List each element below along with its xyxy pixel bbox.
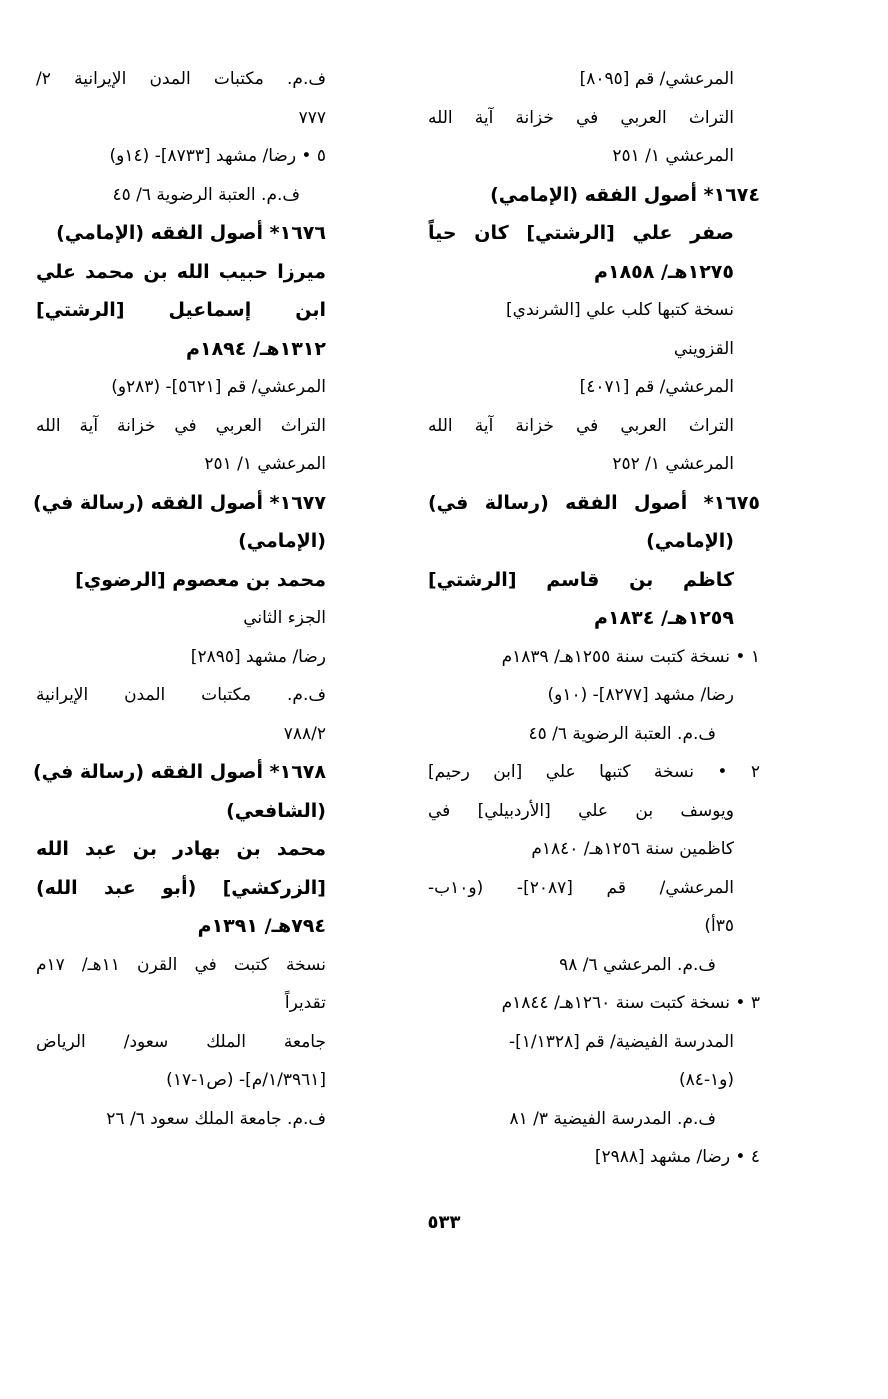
catalog-line: التراث العربي في خزانة آية الله xyxy=(36,415,326,436)
catalog-line: ف.م. المدرسة الفيضية ٣/ ٨١ xyxy=(509,1108,716,1129)
catalog-line: صفر علي [الرشتي] كان حياً xyxy=(428,222,734,244)
catalog-line: ١٢٧٥هـ/ ١٨٥٨م xyxy=(594,260,734,283)
catalog-line: المرعشي/ قم [٥٦٢١]- (٢٨٣و) xyxy=(111,377,326,397)
catalog-line: ف.م. العتبة الرضوية ٦/ ٤٥ xyxy=(112,184,300,205)
catalog-line: (و١-٨٤) xyxy=(678,1070,734,1090)
left-column xyxy=(32,60,327,1138)
catalog-line: تقديراً xyxy=(284,993,326,1013)
catalog-line: محمد بن بهادر بن عبد الله xyxy=(36,838,326,860)
catalog-line: ف.م. المرعشي ٦/ ٩٨ xyxy=(559,954,716,975)
catalog-line: ف.م. العتبة الرضوية ٦/ ٤٥ xyxy=(528,723,716,744)
catalog-line: ٧٩٤هـ/ ١٣٩١م xyxy=(197,915,326,937)
catalog-line: ٣٥أ) xyxy=(704,916,734,936)
catalog-line: نسخة كتبها كلب علي [الشرندي] xyxy=(506,300,734,320)
catalog-line: المرعشي/ قم [٤٠٧١] xyxy=(579,377,734,397)
catalog-line: ويوسف بن علي [الأردبيلي] في xyxy=(428,800,734,821)
catalog-line: القزويني xyxy=(673,338,734,359)
catalog-line: الجزء الثاني xyxy=(243,608,326,628)
catalog-line: ابن إسماعيل [الرشتي] xyxy=(36,299,326,321)
catalog-line: ١٣١٢هـ/ ١٨٩٤م xyxy=(186,337,326,360)
catalog-line: ٥ • رضا/ مشهد [٨٧٣٣]- (١٤و) xyxy=(109,146,326,166)
catalog-line: ١٦٧٥* أصول الفقه (رسالة في) xyxy=(428,491,760,514)
catalog-line: (الشافعي) xyxy=(226,799,326,822)
catalog-line: رضا/ مشهد [٨٢٧٧]- (١٠و) xyxy=(547,685,734,705)
catalog-line: التراث العربي في خزانة آية الله xyxy=(428,415,734,436)
page-number: ٥٣٣ xyxy=(427,1212,461,1233)
catalog-line: ٤ • رضا/ مشهد [٢٩٨٨] xyxy=(594,1147,760,1167)
catalog-line: كاظم بن قاسم [الرشتي] xyxy=(428,568,734,591)
catalog-line: جامعة الملك سعود/ الرياض xyxy=(36,1031,326,1052)
catalog-line: المدرسة الفيضية/ قم [١/١٣٢٨]- xyxy=(508,1031,734,1052)
catalog-line: المرعشي ١/ ٢٥٢ xyxy=(612,454,734,474)
catalog-line: التراث العربي في خزانة آية الله xyxy=(428,107,734,128)
catalog-line: ٧٨٨/٢ xyxy=(283,723,326,744)
catalog-line: المرعشي ١/ ٢٥١ xyxy=(612,146,734,166)
catalog-line: ف.م. مكتبات المدن الإيرانية ٢/ xyxy=(36,69,326,89)
catalog-line: رضا/ مشهد [٢٨٩٥] xyxy=(190,646,326,667)
right-column xyxy=(428,60,760,1177)
catalog-line: ١ • نسخة كتبت سنة ١٢٥٥هـ/ ١٨٣٩م xyxy=(501,646,760,667)
catalog-line: كاظمين سنة ١٢٥٦هـ/ ١٨٤٠م xyxy=(531,839,734,859)
catalog-line: ١٦٧٦* أصول الفقه (الإمامي) xyxy=(56,222,326,244)
catalog-line: (الإمامي) xyxy=(646,530,734,552)
catalog-line: ١٦٧٨* أصول الفقه (رسالة في) xyxy=(32,761,326,783)
catalog-line: ميرزا حبيب الله بن محمد علي xyxy=(36,260,326,283)
catalog-line: المرعشي/ قم [٢٠٨٧]- (و١٠ب- xyxy=(428,877,734,898)
catalog-line: ف.م. جامعة الملك سعود ٦/ ٢٦ xyxy=(106,1108,326,1129)
catalog-line: المرعشي/ قم [٨٠٩٥] xyxy=(579,69,734,89)
catalog-line: ٢ • نسخة كتبها علي [ابن رحيم] xyxy=(428,762,760,782)
catalog-line: ف.م. مكتبات المدن الإيرانية xyxy=(36,685,326,705)
catalog-line: ١٦٧٧* أصول الفقه (رسالة في) xyxy=(32,491,326,514)
catalog-line: المرعشي ١/ ٢٥١ xyxy=(204,454,326,474)
catalog-line: محمد بن معصوم [الرضوي] xyxy=(75,568,326,591)
catalog-line: (الإمامي) xyxy=(238,530,326,552)
catalog-line: نسخة كتبت في القرن ١١هـ/ ١٧م xyxy=(36,954,327,975)
catalog-line: [١/٣٩٦١/م]- (ص١-١٧) xyxy=(166,1070,326,1090)
catalog-line: [الزركشي] (أبو عبد الله) xyxy=(36,876,326,899)
catalog-line: ٧٧٧ xyxy=(298,107,326,128)
catalog-line: ١٢٥٩هـ/ ١٨٣٤م xyxy=(594,607,734,629)
catalog-line: ٣ • نسخة كتبت سنة ١٢٦٠هـ/ ١٨٤٤م xyxy=(501,993,760,1013)
catalog-line: ١٦٧٤* أصول الفقه (الإمامي) xyxy=(490,183,760,206)
